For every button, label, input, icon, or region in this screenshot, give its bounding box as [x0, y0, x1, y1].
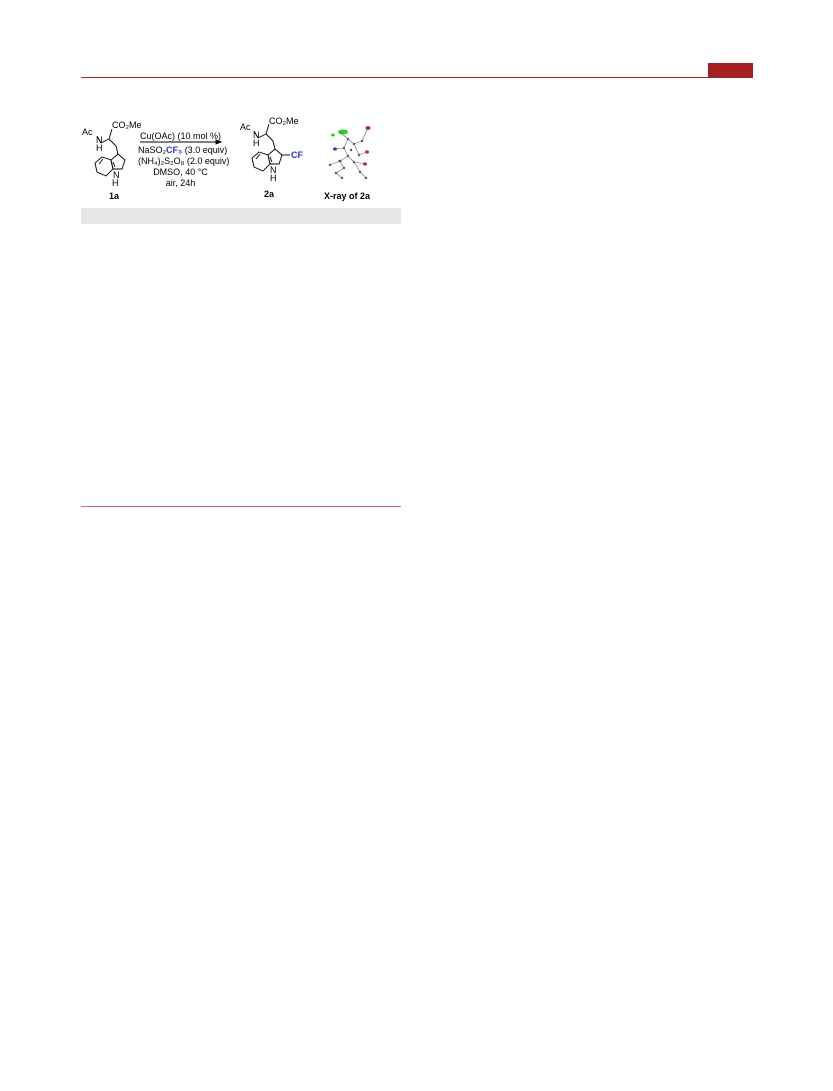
product-indole-h: H: [270, 173, 277, 183]
reactant-ester-label: CO₂Me: [112, 120, 142, 130]
product-ester-label: CO₂Me: [269, 116, 299, 126]
condition-catalyst: Cu(OAc) (10 mol %): [139, 131, 221, 141]
reactant-indole-n: N: [113, 170, 120, 180]
condition-reagent-pre: NaSO₂: [138, 145, 167, 155]
header-page-tab: [708, 63, 753, 78]
xray-caption: X-ray of 2a: [324, 191, 371, 201]
condition-oxidant: (NH₄)₂S₂O₈ (2.0 equiv): [138, 156, 230, 166]
condition-reagent-post: (3.0 equiv): [182, 145, 228, 155]
condition-reagent: [138, 145, 228, 156]
reactant-n-label: N: [96, 135, 103, 145]
product-h-label: H: [253, 138, 260, 148]
reaction-scheme: [78, 112, 404, 208]
reactant-h-label: H: [96, 143, 103, 153]
product-compound-label: 2a: [264, 189, 275, 199]
product-ac-label: Ac: [240, 122, 251, 132]
scheme-caption-bar: [81, 208, 401, 224]
condition-atmosphere-time: air, 24h: [165, 178, 196, 188]
column-footer-rule: [81, 506, 401, 507]
condition-reagent-cf3: CF₃: [166, 145, 183, 155]
product-n-label: N: [253, 130, 260, 140]
reactant-ac-label: Ac: [82, 127, 93, 137]
product-indole-n: N: [270, 165, 277, 175]
header-rule: [81, 77, 753, 78]
condition-solvent-temp: DMSO, 40 °C: [153, 167, 208, 177]
reactant-compound-label: 1a: [109, 191, 120, 201]
product-cf-group: CF: [291, 150, 303, 160]
reactant-indole-h: H: [112, 178, 119, 188]
xray-structure: [329, 126, 371, 179]
